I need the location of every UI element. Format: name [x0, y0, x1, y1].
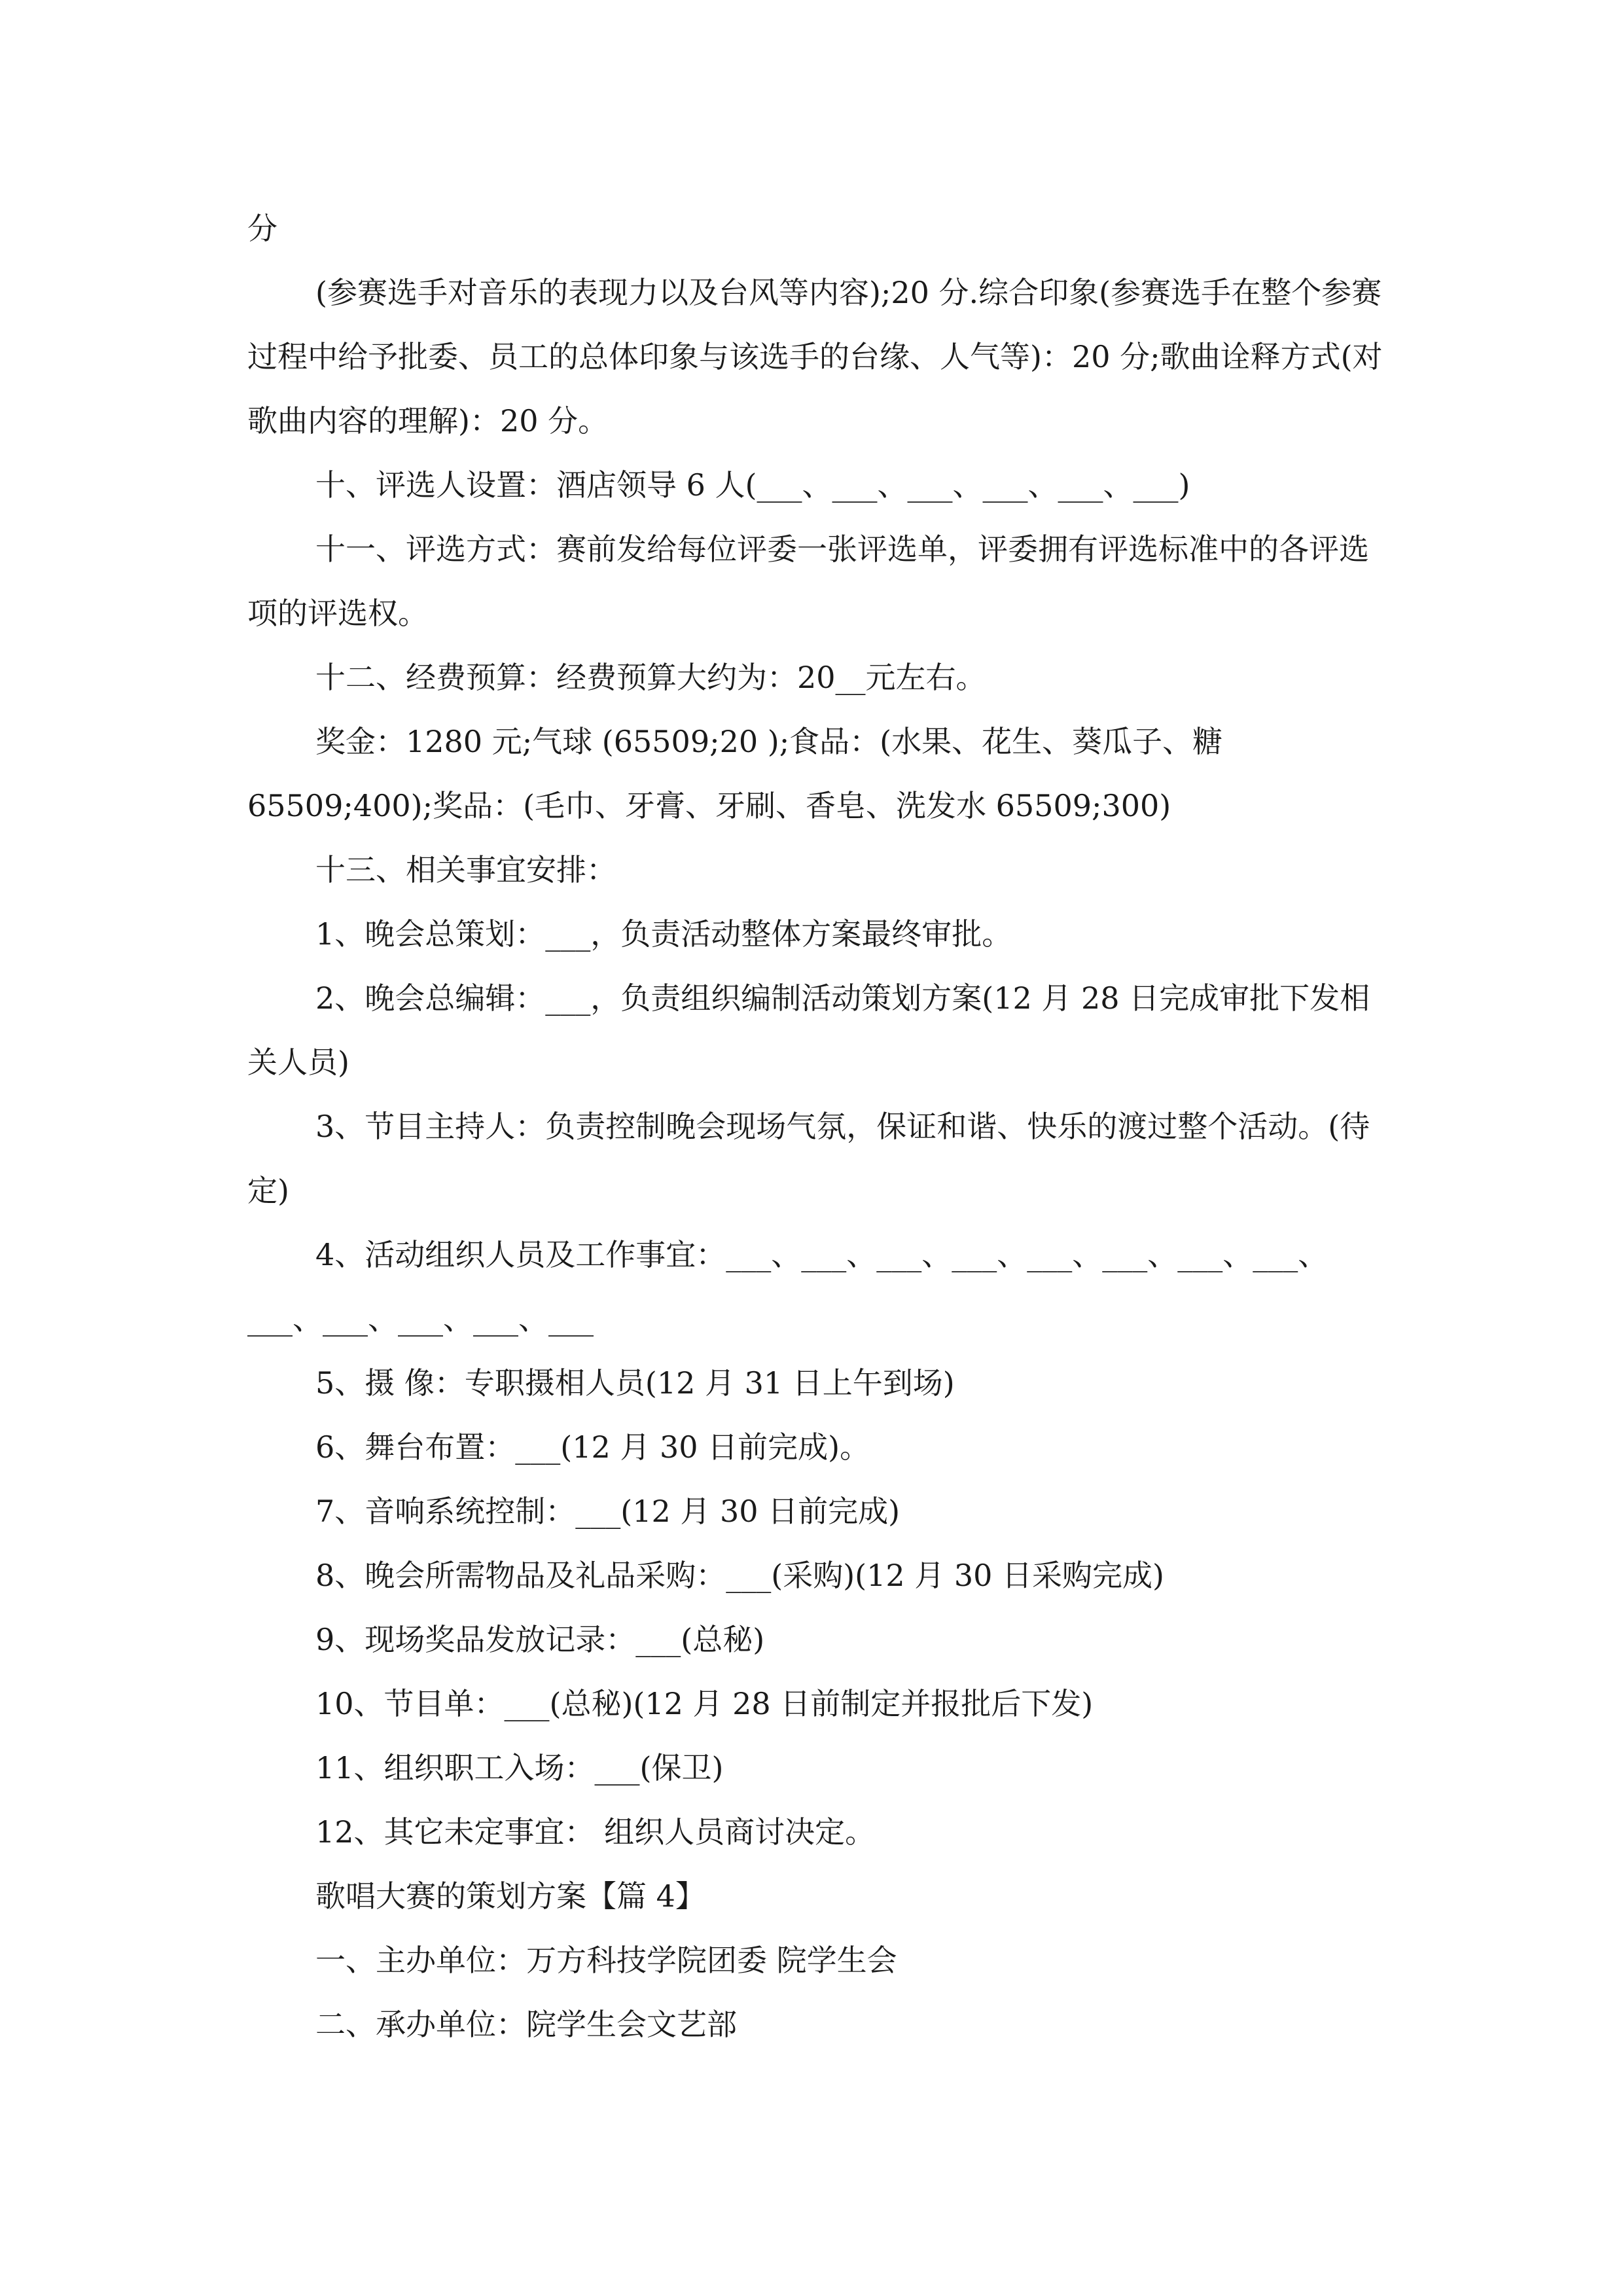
paragraph: 2、晚会总编辑：___，负责组织编制活动策划方案(12 月 28 日完成审批下发相关人员): [247, 980, 1370, 1080]
paragraph: (参赛选手对音乐的表现力以及台风等内容);20 分.综合印象(参赛选手在整个参赛过程中给予批委、员工的总体印象与该选手的台缘、人气等)：20 分;歌曲诠释方式(对歌曲内容的理解)：20 分。: [247, 275, 1383, 439]
paragraph: 分: [247, 211, 277, 246]
document-body: [247, 196, 1386, 2056]
paragraph: 9、现场奖品发放记录：___(总秘): [315, 1622, 765, 1657]
paragraph: 十二、经费预算：经费预算大约为：20__元左右。: [315, 660, 986, 695]
paragraph: 5、摄 像：专职摄相人员(12 月 31 日上午到场): [315, 1365, 955, 1401]
section-heading: 歌唱大赛的策划方案【篇 4】: [315, 1878, 705, 1914]
paragraph: 7、音响系统控制：___(12 月 30 日前完成): [315, 1494, 901, 1529]
paragraph: 十一、评选方式：赛前发给每位评委一张评选单，评委拥有评选标准中的各评选项的评选权。: [247, 531, 1369, 631]
paragraph: 10、节目单：___(总秘)(12 月 28 日前制定并报批后下发): [315, 1686, 1094, 1721]
paragraph: 6、舞台布置：___(12 月 30 日前完成)。: [315, 1429, 870, 1465]
paragraph: 4、活动组织人员及工作事宜：___、___、___、___、___、___、___、___、___、___、___、___、___: [247, 1237, 1329, 1336]
paragraph: 十、评选人设置：酒店领导 6 人(___、___、___、___、___、___): [315, 467, 1190, 503]
paragraph: 11、组织职工入场：___(保卫): [315, 1750, 724, 1785]
paragraph: 奖金：1280 元;气球 (65509;20 );食品：(水果、花生、葵瓜子、糖65509;400);奖品：(毛巾、牙膏、牙刷、香皂、洗发水 65509;300): [247, 724, 1223, 823]
paragraph: 1、晚会总策划：___，负责活动整体方案最终审批。: [315, 916, 1012, 952]
paragraph: 8、晚会所需物品及礼品采购：___(采购)(12 月 30 日采购完成): [315, 1558, 1164, 1593]
paragraph: 一、主办单位：万方科技学院团委 院学生会: [315, 1943, 897, 1978]
paragraph: 二、承办单位：院学生会文艺部: [315, 2007, 737, 2042]
paragraph: 12、其它未定事宜： 组织人员商讨决定。: [315, 1814, 876, 1850]
paragraph: 十三、相关事宜安排：: [315, 852, 616, 888]
paragraph: 3、节目主持人：负责控制晚会现场气氛，保证和谐、快乐的渡过整个活动。(待定): [247, 1109, 1370, 1208]
